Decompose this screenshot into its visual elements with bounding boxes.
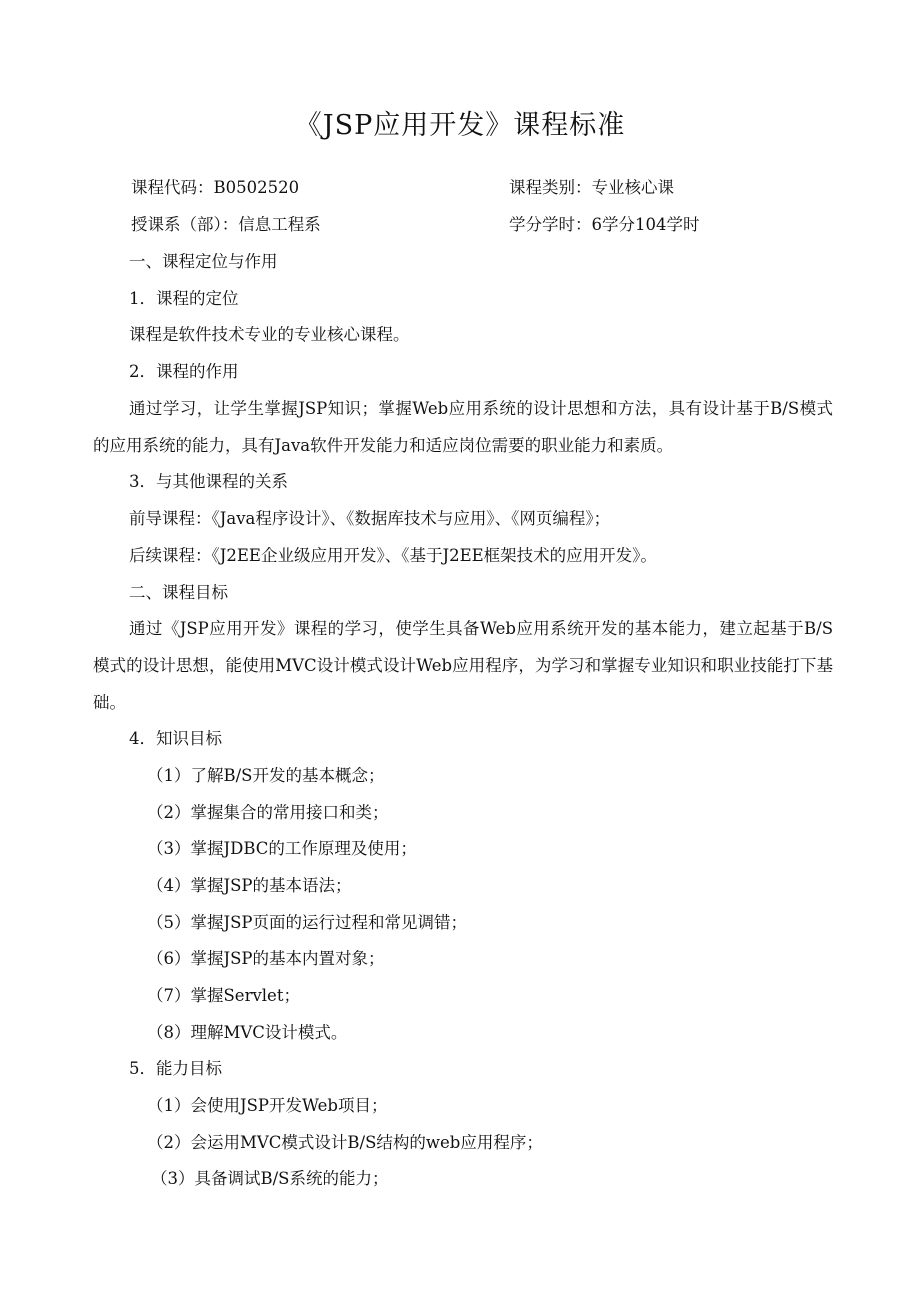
course-credits: 学分学时：6学分104学时 xyxy=(509,215,700,234)
ability-item: （3）具备调试B/S系统的能力； xyxy=(151,1169,389,1188)
course-code: 课程代码：B0502520 xyxy=(131,178,300,197)
follow-up-courses: 后续课程：《J2EE企业级应用开发》、《基于J2EE框架技术的应用开发》。 xyxy=(129,546,657,565)
paragraph-role: 通过学习，让学生掌握JSP知识；掌握Web应用系统的设计思想和方法，具有设计基于B/S模式的应用系统的能力，具有Java软件开发能力和适应岗位需要的职业能力和素质。 xyxy=(93,399,833,455)
knowledge-item: （4）掌握JSP的基本语法； xyxy=(147,876,352,895)
paragraph-positioning: 课程是软件技术专业的专业核心课程。 xyxy=(129,325,410,344)
paragraph-objectives: 通过《JSP应用开发》课程的学习，使学生具备Web应用系统开发的基本能力，建立起基于B/S模式的设计思想，能使用MVC设计模式设计Web应用程序，为学习和掌握专业知识和职业技能打下基础。 xyxy=(93,619,833,712)
knowledge-item: （6）掌握JSP的基本内置对象； xyxy=(147,949,385,968)
subsection-heading-2-4: 4．知识目标 xyxy=(129,729,222,748)
knowledge-item: （2）掌握集合的常用接口和类； xyxy=(147,803,389,822)
knowledge-item: （8）理解MVC设计模式。 xyxy=(147,1023,348,1042)
knowledge-item: （1）了解B/S开发的基本概念； xyxy=(147,766,385,785)
subsection-heading-2-5: 5．能力目标 xyxy=(129,1059,222,1078)
section-heading-1: 一、课程定位与作用 xyxy=(129,252,278,271)
knowledge-item: （3）掌握JDBC的工作原理及使用； xyxy=(147,839,417,858)
knowledge-item: （5）掌握JSP页面的运行过程和常见调错； xyxy=(147,913,468,932)
subsection-heading-1-1: 1．课程的定位 xyxy=(129,289,239,308)
knowledge-item: （7）掌握Servlet； xyxy=(147,986,300,1005)
subsection-heading-1-3: 3．与其他课程的关系 xyxy=(129,472,288,491)
ability-item: （1）会使用JSP开发Web项目； xyxy=(147,1096,388,1115)
course-department: 授课系（部）：信息工程系 xyxy=(131,215,321,234)
ability-item: （2）会运用MVC模式设计B/S结构的web应用程序； xyxy=(147,1133,543,1152)
course-category: 课程类别：专业核心课 xyxy=(509,178,674,197)
section-heading-2: 二、课程目标 xyxy=(129,583,228,602)
subsection-heading-1-2: 2．课程的作用 xyxy=(129,362,239,381)
prerequisite-courses: 前导课程：《Java程序设计》、《数据库技术与应用》、《网页编程》； xyxy=(129,509,611,528)
document-title: 《JSP应用开发》课程标准 xyxy=(294,110,626,141)
